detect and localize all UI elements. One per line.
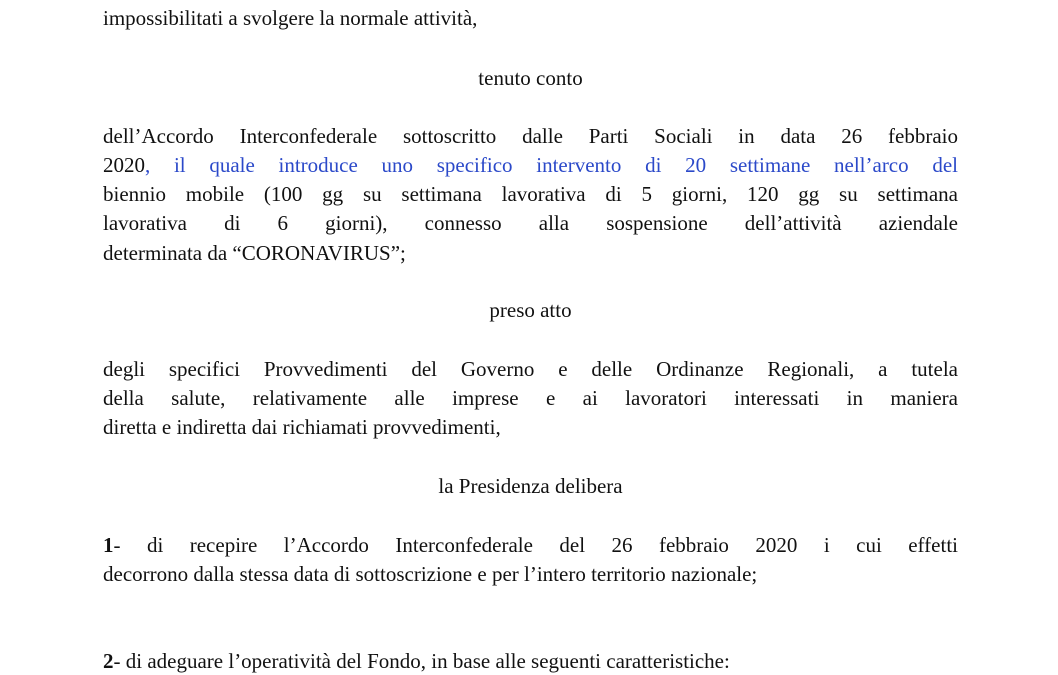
item-2-line: [103, 646, 958, 675]
accordo-paragraph-line-5: [103, 238, 958, 268]
accordo-paragraph-line-1-text: dell’Accordo Interconfederale sottoscritto dalle Parti Sociali in data 26 febbraio: [103, 124, 958, 148]
provvedimenti-paragraph-line-2: [103, 383, 958, 413]
accordo-paragraph-line-2: [103, 150, 958, 180]
provvedimenti-paragraph-line-3: [103, 412, 958, 442]
accordo-paragraph-line-5-text: determinata da “CORONAVIRUS”;: [103, 241, 406, 265]
item-1-number: 1: [103, 533, 114, 557]
item-2-number: 2: [103, 649, 114, 673]
heading-tenuto-conto: [103, 63, 958, 93]
accordo-paragraph-line-4-text: lavorativa di 6 giorni), connesso alla sospensione dell’attività aziendale: [103, 211, 958, 235]
item-2-text: - di adeguare l’operatività del Fondo, in base alle seguenti caratteristiche:: [113, 649, 730, 673]
provvedimenti-paragraph-line-2-text: della salute, relativamente alle imprese e ai lavoratori interessati in maniera: [103, 386, 958, 410]
accordo-paragraph-line-3-text: biennio mobile (100 gg su settimana lavorativa di 5 giorni, 120 gg su settimana: [103, 182, 958, 206]
accordo-paragraph-line-4: [103, 208, 958, 238]
item-1-line-2-text: decorrono dalla stessa data di sottoscrizione e per l’intero territorio nazionale;: [103, 562, 758, 586]
heading-preso-atto: [103, 295, 958, 325]
heading-presidenza-delibera-text: la Presidenza delibera: [438, 474, 623, 498]
provvedimenti-paragraph-line-3-text: diretta e indiretta dai richiamati provvedimenti,: [103, 415, 501, 439]
paragraph-fragment-text: impossibilitati a svolgere la normale attività,: [103, 6, 478, 30]
item-1-line-1-text: - di recepire l’Accordo Interconfederale del 26 febbraio 2020 i cui effetti: [113, 533, 958, 557]
item-1-line-1: [103, 530, 958, 560]
paragraph-fragment-line: [103, 3, 958, 33]
provvedimenti-paragraph-line-1: [103, 354, 958, 384]
heading-presidenza-delibera: [103, 471, 958, 501]
heading-tenuto-conto-text: tenuto conto: [478, 66, 583, 90]
accordo-year-2020: 2020: [103, 153, 145, 177]
item-1-line-2: [103, 559, 958, 589]
heading-preso-atto-text: preso atto: [489, 298, 572, 322]
accordo-paragraph-line-3: [103, 179, 958, 209]
accordo-comma-fragment: , il quale introduce uno specifico intervento di 20 settimane nell’arco del: [145, 153, 958, 177]
accordo-paragraph-line-1: [103, 121, 958, 151]
provvedimenti-paragraph-line-1-text: degli specifici Provvedimenti del Governo e delle Ordinanze Regionali, a tutela: [103, 357, 958, 381]
